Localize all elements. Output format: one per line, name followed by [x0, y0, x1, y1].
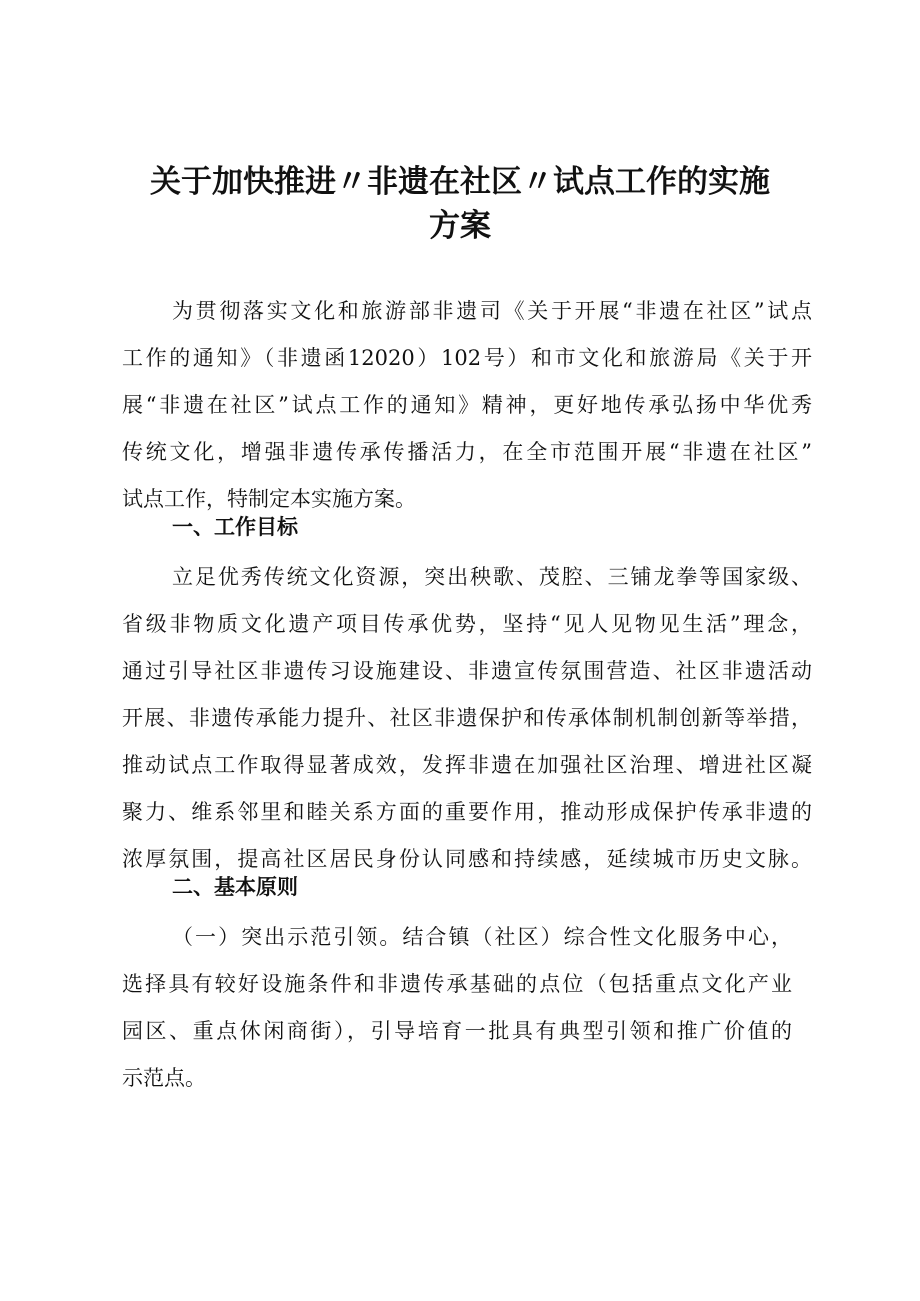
- section-heading-principles: 二、基本原则: [172, 875, 298, 899]
- intro-line: 试点工作，特制定本实施方案。: [122, 487, 416, 511]
- principle-line: 示范点。: [122, 1066, 206, 1090]
- section-heading-goals: 一、工作目标: [172, 515, 298, 539]
- goal-line: 开展、非遗传承能力提升、社区非遗保护和传承体制机制创新等举措，: [122, 706, 812, 730]
- document-title-continued: 方案: [429, 208, 491, 244]
- goal-line: 通过引导社区非遗传习设施建设、非遗宣传氛围营造、社区非遗活动: [122, 659, 812, 683]
- goal-line: 聚力、维系邻里和睦关系方面的重要作用，推动形成保护传承非遗的: [122, 800, 812, 824]
- goal-line: 推动试点工作取得显著成效，发挥非遗在加强社区治理、增进社区凝: [122, 753, 812, 777]
- intro-line: 传统文化，增强非遗传承传播活力，在全市范围开展“非遗在社区”: [122, 440, 812, 464]
- goal-line: 省级非物质文化遗产项目传承优势，坚持“见人见物见生活”理念，: [122, 612, 812, 636]
- principle-line: 选择具有较好设施条件和非遗传承基础的点位（包括重点文化产业: [122, 972, 792, 996]
- principle-line: 园区、重点休闲商街），引导培育一批具有典型引领和推广价值的: [122, 1019, 792, 1043]
- goal-line: 立足优秀传统文化资源，突出秧歌、茂腔、三铺龙拳等国家级、: [172, 565, 812, 589]
- intro-line: 工作的通知》（非遗函12020）102号）和市文化和旅游局《关于开: [122, 346, 812, 370]
- intro-line: 展“非遗在社区”试点工作的通知》精神，更好地传承弘扬中华优秀: [122, 393, 812, 417]
- goal-line: 浓厚氛围，提高社区居民身份认同感和持续感，延续城市历史文脉。: [122, 847, 812, 871]
- principle-line: （一）突出示范引领。结合镇（社区）综合性文化服务中心，: [172, 925, 792, 949]
- intro-line: 为贯彻落实文化和旅游部非遗司《关于开展“非遗在社区”试点: [172, 299, 812, 323]
- document-title: 关于加快推进〃非遗在社区〃试点工作的实施: [150, 164, 770, 200]
